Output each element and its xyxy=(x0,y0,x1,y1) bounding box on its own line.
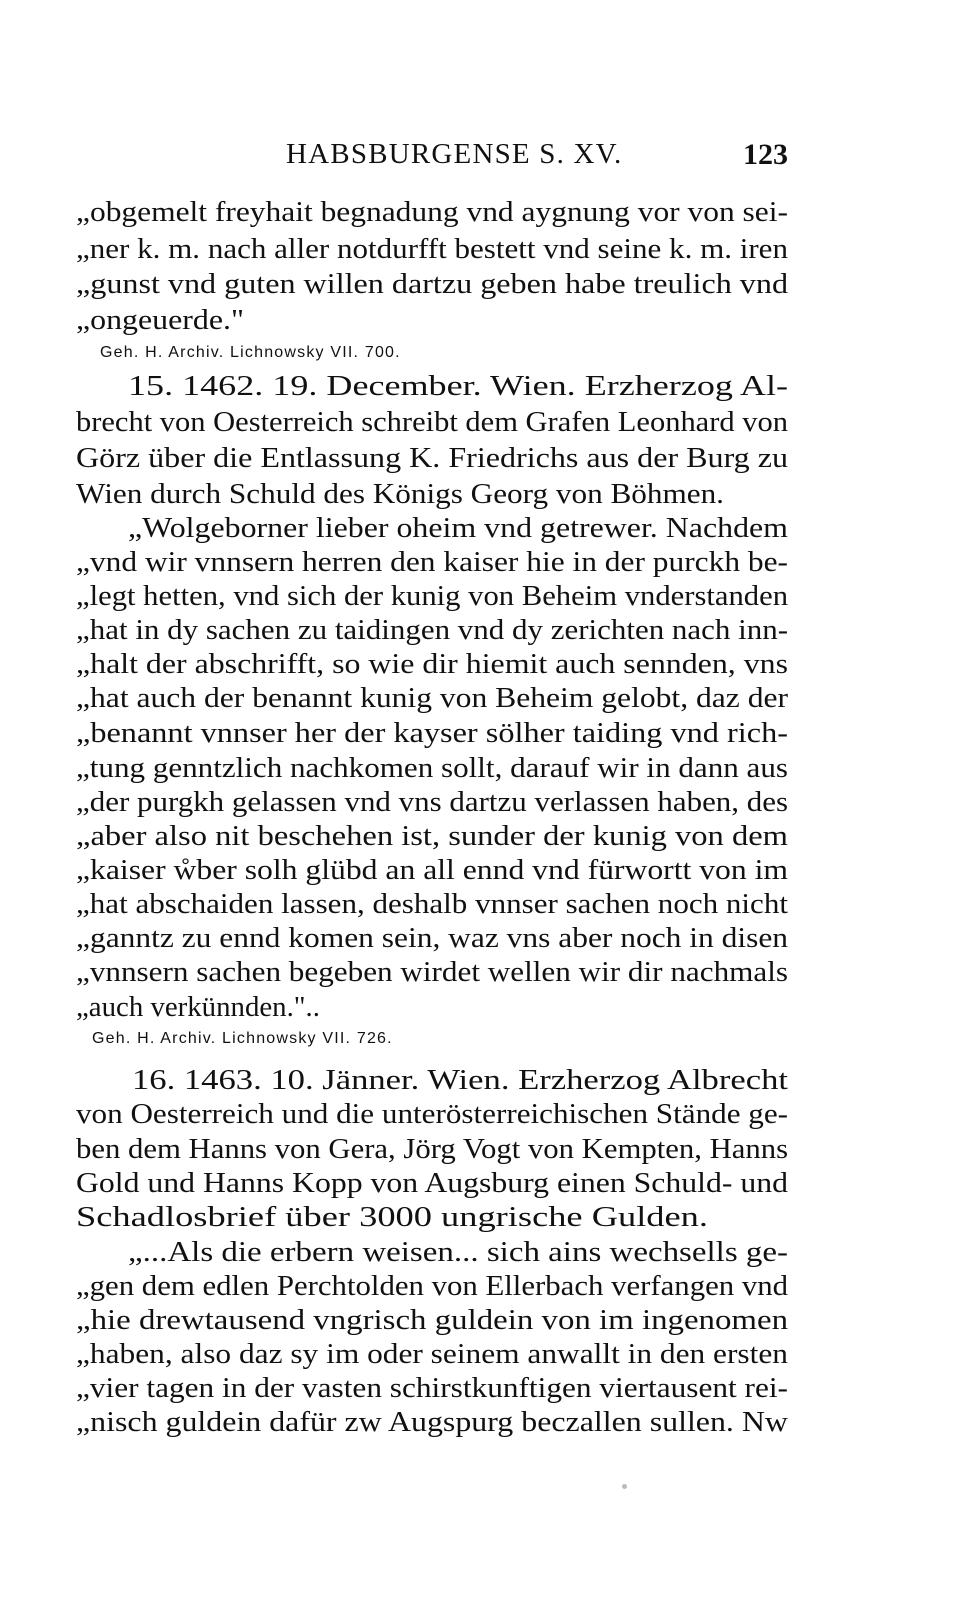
text-line-content: „hat in dy sachen zu taidingen vnd dy zerichten nach inn- xyxy=(76,615,789,646)
text-line xyxy=(0,1167,960,1201)
text-line-content: Görz über die Entlassung K. Friedrichs aus der Burg zu xyxy=(76,443,789,474)
text-line xyxy=(0,1338,960,1372)
text-line-content: Schadlosbrief über 3000 ungrische Gulden. xyxy=(76,1202,708,1233)
text-line xyxy=(0,922,960,956)
text-line xyxy=(0,1064,960,1098)
text-line-content: „hat abschaiden lassen, deshalb vnnser sachen noch nicht xyxy=(76,889,788,920)
text-line xyxy=(0,580,960,614)
text-line xyxy=(0,1236,960,1270)
text-line xyxy=(0,442,960,476)
text-line-content: „vnd wir vnnsern herren den kaiser hie in der purckh be- xyxy=(76,547,789,578)
text-line xyxy=(0,682,960,716)
text-line xyxy=(0,1304,960,1338)
text-line-content: „vnnsern sachen begeben wirdet wellen wir dir nachmals xyxy=(76,957,788,988)
text-line xyxy=(0,1270,960,1304)
page-number: 123 xyxy=(743,138,788,171)
text-line-content: „gunst vnd guten willen dartzu geben habe treulich vnd xyxy=(76,269,789,300)
text-line-content: „nisch guldein dafür zw Augspurg beczallen sullen. Nw xyxy=(76,1407,788,1438)
text-line-content: „der purgkh gelassen vnd vns dartzu verlassen haben, des xyxy=(76,787,789,818)
text-line-content: brecht von Oesterreich schreibt dem Grafen Leonhard von xyxy=(76,407,788,438)
text-line-content: Gold und Hanns Kopp von Augsburg einen Schuld- und xyxy=(76,1168,788,1199)
archive-citation xyxy=(0,1030,960,1052)
text-line xyxy=(0,512,960,546)
archive-citation xyxy=(0,344,960,366)
text-line-content: „ner k. m. nach aller notdurfft bestett vnd seine k. m. iren xyxy=(76,234,788,265)
text-line-content: „ganntz zu ennd komen sein, waz vns aber noch in disen xyxy=(76,923,789,954)
text-line-content: „kaiser ẘber solh glübd an all ennd vnd fürwortt von im xyxy=(76,855,789,886)
text-line-content: Wien durch Schuld des Königs Georg von Böhmen. xyxy=(76,479,724,510)
text-line xyxy=(0,614,960,648)
text-line xyxy=(0,956,960,990)
text-line xyxy=(0,854,960,888)
text-line xyxy=(0,196,960,230)
archive-citation-text: Geh. H. Archiv. Lichnowsky VII. 726. xyxy=(92,1030,393,1047)
text-line-content: „haben, also daz sy im oder seinem anwallt in den ersten xyxy=(76,1339,788,1370)
text-line xyxy=(0,888,960,922)
text-line xyxy=(0,370,960,404)
text-line-content: „obgemelt freyhait begnadung vnd aygnung vor von sei- xyxy=(76,197,788,228)
text-line xyxy=(0,991,960,1025)
ink-speck xyxy=(622,1484,627,1489)
text-line-content: von Oesterreich und die unterösterreichischen Stände ge- xyxy=(76,1099,789,1130)
text-line xyxy=(0,268,960,302)
text-line xyxy=(0,478,960,512)
text-line-content: 15. 1462. 19. December. Wien. Erzherzog Al- xyxy=(128,371,789,402)
text-line-content: „benannt vnnser her der kayser sölher taiding vnd rich- xyxy=(76,718,788,749)
text-line-content: „Wolgeborner lieber oheim vnd getrewer. Nachdem xyxy=(128,513,788,544)
text-line-content: ben dem Hanns von Gera, Jörg Vogt von Kempten, Hanns xyxy=(76,1134,789,1165)
text-line xyxy=(0,1133,960,1167)
text-line-content: „ongeuerde." xyxy=(76,305,244,336)
running-title: HABSBURGENSE S. XV. xyxy=(286,138,623,170)
text-line-content: „legt hetten, vnd sich der kunig von Beheim vnderstanden xyxy=(76,581,789,612)
text-line-content: „tung genntzlich nachkomen sollt, darauf wir in dann aus xyxy=(76,753,788,784)
text-line xyxy=(0,648,960,682)
text-line xyxy=(0,717,960,751)
archive-citation-text: Geh. H. Archiv. Lichnowsky VII. 700. xyxy=(100,344,401,361)
text-line-content: „hie drewtausend vngrisch guldein von im ingenomen xyxy=(76,1305,789,1336)
text-line-content: „...Als die erbern weisen... sich ains wechsells ge- xyxy=(128,1237,789,1268)
text-line-content: „hat auch der benannt kunig von Beheim gelobt, daz der xyxy=(76,683,789,714)
text-line-content: „auch verkünnden.".. xyxy=(76,992,320,1023)
text-line xyxy=(0,786,960,820)
text-line xyxy=(0,1406,960,1440)
text-line xyxy=(0,304,960,338)
text-line xyxy=(0,546,960,580)
text-line-content: „gen dem edlen Perchtolden von Ellerbach verfangen vnd xyxy=(76,1271,789,1302)
text-line-content: „vier tagen in der vasten schirstkunftigen viertausent rei- xyxy=(76,1373,788,1404)
running-header xyxy=(0,138,960,180)
text-line-content: „halt der abschrifft, so wie dir hiemit auch sennden, vns xyxy=(76,649,788,680)
text-line-content: „aber also nit beschehen ist, sunder der kunig von dem xyxy=(76,821,788,852)
text-line xyxy=(0,1098,960,1132)
text-line xyxy=(0,406,960,440)
text-line-content: 16. 1463. 10. Jänner. Wien. Erzherzog Albrecht xyxy=(132,1065,788,1096)
text-line xyxy=(0,820,960,854)
text-line xyxy=(0,752,960,786)
text-line xyxy=(0,1372,960,1406)
text-line xyxy=(0,1201,960,1235)
text-line xyxy=(0,233,960,267)
